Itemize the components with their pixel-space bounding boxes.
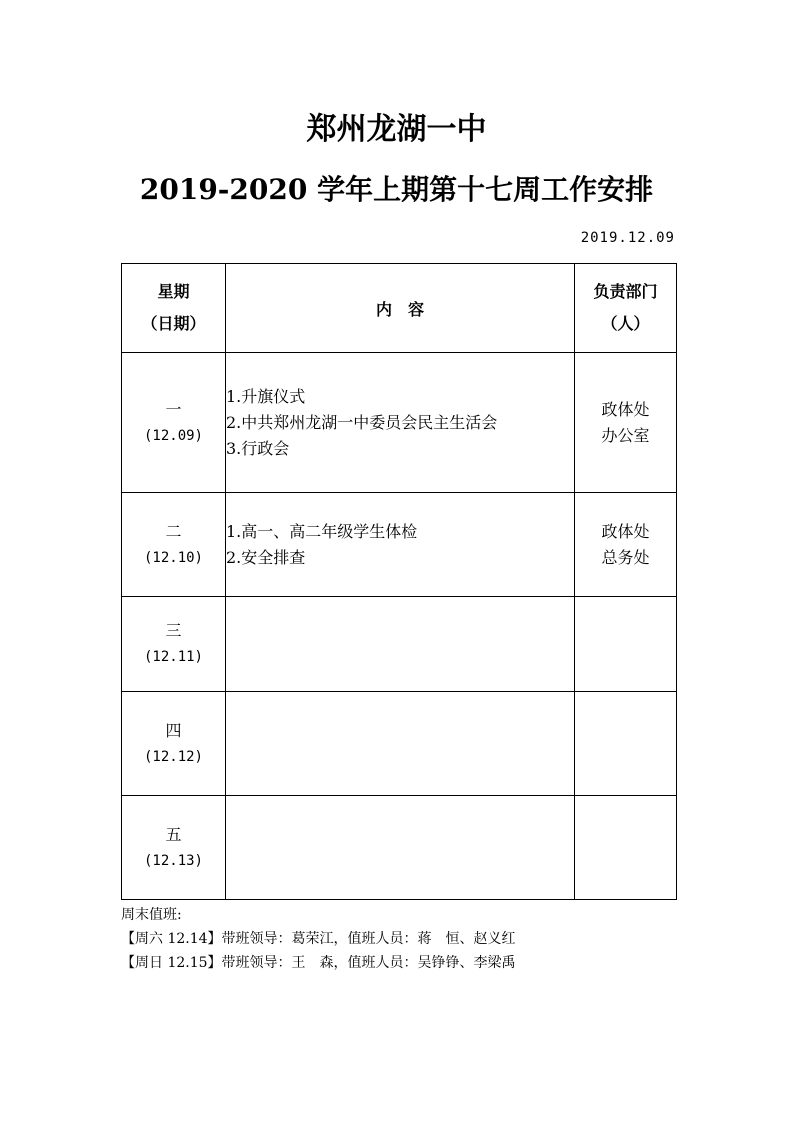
day-date: (12.12) — [143, 748, 203, 765]
dept-cell — [575, 597, 677, 692]
weekend-duty-sunday: 【周日 12.15】带班领导：王 森，值班人员：吴铮铮、李梁禹 — [121, 955, 516, 971]
issue-date: 2019.12.09 — [580, 230, 675, 246]
content-item: 2.安全排查 — [226, 547, 306, 567]
header-dept-label: 负责部门 — [593, 282, 658, 301]
content-cell — [226, 692, 575, 796]
day-cell — [122, 796, 226, 900]
dept-cell — [575, 692, 677, 796]
header-date-label: （日期） — [141, 314, 206, 333]
content-item: 1.升旗仪式 — [226, 386, 306, 406]
content-cell — [226, 353, 575, 493]
day-cell — [122, 493, 226, 597]
table-header-row — [122, 264, 677, 353]
header-dept — [575, 264, 677, 353]
dept-item: 政体处 — [601, 521, 650, 541]
content-cell — [226, 796, 575, 900]
day-cell — [122, 692, 226, 796]
school-title: 郑州龙湖一中 — [306, 112, 487, 147]
day-cell — [122, 597, 226, 692]
dept-cell — [575, 493, 677, 597]
header-content: 内 容 — [226, 264, 575, 353]
dept-item: 办公室 — [601, 425, 650, 445]
day-name: 五 — [165, 824, 182, 844]
weekend-duty-heading: 周末值班: — [121, 907, 182, 923]
dept-item: 政体处 — [601, 399, 650, 419]
day-date: (12.10) — [143, 549, 203, 566]
content-item: 3.行政会 — [226, 438, 290, 458]
day-name: 三 — [165, 621, 182, 640]
content-cell — [226, 493, 575, 597]
content-item: 1.高一、高二年级学生体检 — [226, 521, 418, 541]
table-row-wed — [122, 597, 677, 692]
document-title: 2019-2020 学年上期第十七周工作安排 — [139, 173, 654, 206]
day-name: 二 — [165, 521, 182, 541]
weekend-duty — [121, 903, 681, 975]
header-day — [122, 264, 226, 353]
day-name: 一 — [165, 399, 182, 419]
dept-cell — [575, 796, 677, 900]
table-row-mon — [122, 353, 677, 493]
day-name: 四 — [165, 720, 182, 740]
dept-cell — [575, 353, 677, 493]
table-row-thu — [122, 692, 677, 796]
day-date: (12.09) — [143, 427, 203, 444]
content-cell — [226, 597, 575, 692]
dept-item: 总务处 — [601, 547, 650, 567]
content-item: 2.中共郑州龙湖一中委员会民主生活会 — [226, 412, 498, 432]
header-day-label: 星期 — [157, 282, 190, 301]
table-row-fri — [122, 796, 677, 900]
day-date: (12.11) — [143, 649, 203, 665]
header-person-label: （人） — [601, 314, 650, 333]
day-date: (12.13) — [143, 852, 203, 869]
day-cell — [122, 353, 226, 493]
table-row-tue — [122, 493, 677, 597]
schedule-table — [121, 263, 677, 900]
weekend-duty-saturday: 【周六 12.14】带班领导：葛荣江，值班人员：蒋 恒、赵义红 — [121, 931, 516, 947]
